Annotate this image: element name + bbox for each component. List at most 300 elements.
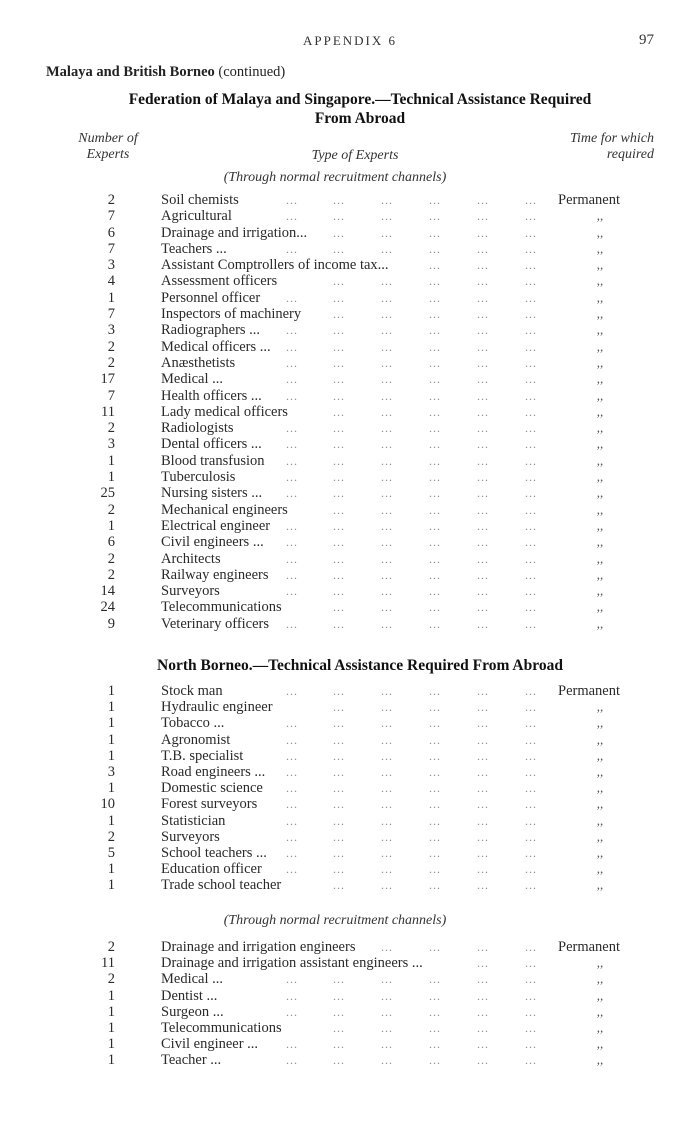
leader-dots: ...: [429, 988, 441, 1003]
leader-dots: ...: [477, 453, 489, 468]
leader-dots: ...: [333, 584, 345, 599]
leader-dots: ...: [381, 307, 393, 322]
leader-dots: ...: [477, 388, 489, 403]
table-row: [0, 469, 700, 485]
time-required: Permanent: [558, 683, 621, 699]
leader-dots: ...: [429, 1020, 441, 1035]
subheading-recruitment-2: (Through normal recruitment channels): [223, 913, 447, 928]
leader-dots: ...: [381, 470, 393, 485]
leader-dots: ...: [477, 209, 489, 224]
leader-dots: ...: [525, 956, 537, 971]
expert-count: 1: [107, 731, 115, 748]
leader-dots: ...: [525, 845, 537, 860]
leader-dots: ...: [477, 862, 489, 877]
leader-dots: ...: [333, 972, 345, 987]
table-row: [0, 829, 700, 845]
table-row: [0, 1004, 700, 1020]
leader-dots: ...: [477, 972, 489, 987]
expert-count: 1: [107, 715, 115, 732]
leader-dots: ...: [333, 502, 345, 517]
table-row: [0, 845, 700, 861]
time-required: ,,: [596, 452, 604, 468]
expert-count: 1: [107, 780, 115, 797]
expert-type: Statistician: [161, 812, 226, 829]
leader-dots: ...: [286, 748, 298, 763]
leader-dots: ...: [477, 716, 489, 731]
leader-dots: ...: [429, 551, 441, 566]
leader-dots: ...: [333, 486, 345, 501]
leader-dots: ...: [333, 372, 345, 387]
leader-dots: ...: [381, 437, 393, 452]
leader-dots: ...: [333, 193, 345, 207]
leader-dots: ...: [429, 274, 441, 289]
expert-count: 17: [100, 371, 115, 388]
table-row: [0, 877, 700, 893]
expert-type: Anæsthetists: [161, 354, 236, 371]
time-required: ,,: [596, 1003, 604, 1019]
leader-dots: ...: [286, 372, 298, 387]
leader-dots: ...: [525, 355, 537, 370]
leader-dots: ...: [477, 567, 489, 582]
leader-dots: ...: [381, 988, 393, 1003]
expert-type: Telecommunications: [161, 1019, 282, 1036]
leader-dots: ...: [525, 764, 537, 779]
leader-dots: ...: [381, 1053, 393, 1068]
leader-dots: ...: [429, 372, 441, 387]
leader-dots: ...: [525, 323, 537, 338]
leader-dots: ...: [381, 732, 393, 747]
leader-dots: ...: [477, 470, 489, 485]
leader-dots: ...: [286, 1053, 298, 1068]
leader-dots: ...: [381, 567, 393, 582]
leader-dots: ...: [525, 813, 537, 828]
leader-dots: ...: [477, 940, 489, 954]
expert-type: Radiographers ...: [161, 322, 261, 339]
leader-dots: ...: [429, 421, 441, 436]
leader-dots: ...: [286, 845, 298, 860]
expert-type: School teachers ...: [161, 844, 267, 861]
section-title-north-borneo: North Borneo.—Technical Assistance Required From Abroad: [157, 657, 563, 674]
time-required: ,,: [596, 1052, 604, 1068]
leader-dots: ...: [333, 684, 345, 698]
leader-dots: ...: [525, 290, 537, 305]
expert-type: Soil chemists: [161, 192, 239, 208]
time-required: ,,: [596, 354, 604, 370]
leader-dots: ...: [477, 258, 489, 273]
expert-count: 2: [107, 566, 115, 583]
leader-dots: ...: [525, 600, 537, 615]
leader-dots: ...: [525, 193, 537, 207]
leader-dots: ...: [429, 567, 441, 582]
leader-dots: ...: [477, 372, 489, 387]
expert-type: Surveyors: [161, 828, 220, 845]
leader-dots: ...: [286, 470, 298, 485]
time-required: ,,: [596, 534, 604, 550]
column-header-number-line-1: Number of: [78, 131, 138, 146]
leader-dots: ...: [429, 845, 441, 860]
section-title-line-2: From Abroad: [314, 110, 406, 127]
expert-count: 1: [107, 747, 115, 764]
time-required: ,,: [596, 877, 604, 893]
leader-dots: ...: [525, 700, 537, 715]
time-required: ,,: [596, 289, 604, 305]
table-row: [0, 732, 700, 748]
leader-dots: ...: [333, 518, 345, 533]
leader-dots: ...: [286, 684, 298, 698]
expert-count: 1: [107, 683, 115, 699]
leader-dots: ...: [333, 274, 345, 289]
leader-dots: ...: [333, 600, 345, 615]
leader-dots: ...: [286, 290, 298, 305]
time-required: ,,: [596, 715, 604, 731]
leader-dots: ...: [381, 878, 393, 893]
expert-type: Assistant Comptrollers of income tax...: [161, 257, 389, 274]
expert-type: Nursing sisters ...: [161, 485, 263, 502]
expert-count: 7: [107, 306, 115, 323]
table-row: [0, 404, 700, 420]
time-required: ,,: [596, 844, 604, 860]
leader-dots: ...: [333, 1053, 345, 1068]
leader-dots: ...: [333, 616, 345, 631]
leader-dots: ...: [525, 732, 537, 747]
leader-dots: ...: [429, 600, 441, 615]
leader-dots: ...: [286, 241, 298, 256]
leader-dots: ...: [333, 535, 345, 550]
expert-count: 1: [107, 812, 115, 829]
time-required: ,,: [596, 1036, 604, 1052]
leader-dots: ...: [286, 1037, 298, 1052]
leader-dots: ...: [333, 453, 345, 468]
expert-count: 5: [107, 844, 115, 861]
leader-dots: ...: [525, 797, 537, 812]
expert-count: 7: [107, 387, 115, 404]
leader-dots: ...: [477, 355, 489, 370]
leader-dots: ...: [429, 209, 441, 224]
leader-dots: ...: [525, 437, 537, 452]
leader-dots: ...: [333, 813, 345, 828]
experts-table-north-borneo: [0, 683, 700, 893]
leader-dots: ...: [477, 813, 489, 828]
expert-count: 14: [100, 583, 115, 600]
leader-dots: ...: [381, 535, 393, 550]
table-row: [0, 241, 700, 257]
table-row: [0, 371, 700, 387]
leader-dots: ...: [477, 878, 489, 893]
expert-type: Medical officers ...: [161, 338, 271, 355]
leader-dots: ...: [525, 829, 537, 844]
leader-dots: ...: [525, 241, 537, 256]
leader-dots: ...: [525, 388, 537, 403]
leader-dots: ...: [333, 437, 345, 452]
leader-dots: ...: [381, 1004, 393, 1019]
expert-type: Drainage and irrigation engineers: [161, 939, 356, 955]
time-required: ,,: [596, 517, 604, 533]
expert-type: Agronomist: [161, 731, 231, 748]
leader-dots: ...: [286, 388, 298, 403]
leader-dots: ...: [381, 323, 393, 338]
leader-dots: ...: [286, 421, 298, 436]
expert-count: 11: [101, 403, 115, 420]
table-row: [0, 567, 700, 583]
time-required: ,,: [596, 987, 604, 1003]
leader-dots: ...: [429, 862, 441, 877]
leader-dots: ...: [477, 290, 489, 305]
time-required: Permanent: [558, 939, 621, 955]
expert-count: 24: [100, 599, 115, 616]
time-required: ,,: [596, 699, 604, 715]
leader-dots: ...: [333, 1004, 345, 1019]
leader-dots: ...: [286, 716, 298, 731]
expert-type: Surgeon ...: [161, 1003, 224, 1020]
leader-dots: ...: [429, 797, 441, 812]
leader-dots: ...: [381, 388, 393, 403]
column-header-time: [514, 131, 654, 163]
leader-dots: ...: [429, 732, 441, 747]
expert-type: Telecommunications: [161, 599, 282, 616]
leader-dots: ...: [429, 584, 441, 599]
leader-dots: ...: [286, 551, 298, 566]
leader-dots: ...: [525, 535, 537, 550]
leader-dots: ...: [381, 339, 393, 354]
time-required: ,,: [596, 583, 604, 599]
time-required: ,,: [596, 828, 604, 844]
leader-dots: ...: [381, 700, 393, 715]
time-required: ,,: [596, 780, 604, 796]
leader-dots: ...: [381, 972, 393, 987]
table-row: [0, 225, 700, 241]
leader-dots: ...: [286, 486, 298, 501]
time-required: ,,: [596, 208, 604, 224]
leader-dots: ...: [286, 1004, 298, 1019]
leader-dots: ...: [477, 339, 489, 354]
leader-dots: ...: [286, 535, 298, 550]
expert-count: 6: [107, 224, 115, 241]
leader-dots: ...: [525, 307, 537, 322]
leader-dots: ...: [525, 551, 537, 566]
leader-dots: ...: [525, 988, 537, 1003]
leader-dots: ...: [381, 813, 393, 828]
leader-dots: ...: [381, 829, 393, 844]
leader-dots: ...: [381, 404, 393, 419]
table-row: [0, 955, 700, 971]
time-required: ,,: [596, 796, 604, 812]
time-required: ,,: [596, 566, 604, 582]
time-required: ,,: [596, 1019, 604, 1035]
region-heading-continued: (continued): [218, 64, 286, 80]
leader-dots: ...: [286, 209, 298, 224]
leader-dots: ...: [429, 1037, 441, 1052]
expert-count: 1: [107, 1036, 115, 1053]
leader-dots: ...: [429, 684, 441, 698]
leader-dots: ...: [381, 845, 393, 860]
leader-dots: ...: [477, 1004, 489, 1019]
leader-dots: ...: [333, 716, 345, 731]
expert-type: Surveyors: [161, 583, 220, 600]
leader-dots: ...: [477, 323, 489, 338]
running-head: [0, 33, 700, 53]
column-header-time-line-2: required: [606, 147, 654, 162]
time-required: ,,: [596, 763, 604, 779]
leader-dots: ...: [477, 956, 489, 971]
expert-count: 4: [107, 273, 115, 290]
table-row: [0, 355, 700, 371]
expert-type: Veterinary officers: [161, 615, 270, 632]
table-row: [0, 339, 700, 355]
leader-dots: ...: [525, 781, 537, 796]
leader-dots: ...: [477, 535, 489, 550]
leader-dots: ...: [477, 845, 489, 860]
table-row: [0, 1020, 700, 1036]
leader-dots: ...: [525, 567, 537, 582]
table-row: [0, 290, 700, 306]
leader-dots: ...: [333, 290, 345, 305]
leader-dots: ...: [286, 323, 298, 338]
expert-type: Medical ...: [161, 971, 224, 988]
expert-count: 9: [107, 615, 115, 632]
expert-count: 1: [107, 699, 115, 716]
expert-type: Forest surveyors: [161, 796, 258, 813]
leader-dots: ...: [381, 486, 393, 501]
leader-dots: ...: [525, 972, 537, 987]
leader-dots: ...: [525, 518, 537, 533]
leader-dots: ...: [477, 600, 489, 615]
time-required: Permanent: [558, 192, 621, 208]
leader-dots: ...: [286, 764, 298, 779]
leader-dots: ...: [286, 339, 298, 354]
leader-dots: ...: [333, 700, 345, 715]
expert-type: Civil engineer ...: [161, 1036, 259, 1053]
leader-dots: ...: [477, 437, 489, 452]
expert-count: 10: [100, 796, 115, 813]
leader-dots: ...: [333, 421, 345, 436]
table-row: [0, 534, 700, 550]
section-title-line-1: Federation of Malaya and Singapore.—Technical Assistance Required: [128, 91, 592, 108]
leader-dots: ...: [333, 732, 345, 747]
expert-count: 2: [107, 338, 115, 355]
leader-dots: ...: [429, 225, 441, 240]
leader-dots: ...: [381, 551, 393, 566]
table-row: [0, 796, 700, 812]
time-required: ,,: [596, 550, 604, 566]
appendix-heading: APPENDIX 6: [302, 33, 398, 48]
leader-dots: ...: [286, 862, 298, 877]
expert-count: 3: [107, 763, 115, 780]
leader-dots: ...: [333, 323, 345, 338]
leader-dots: ...: [381, 584, 393, 599]
table-row: [0, 748, 700, 764]
leader-dots: ...: [381, 290, 393, 305]
leader-dots: ...: [333, 845, 345, 860]
expert-type: Radiologists: [161, 420, 234, 437]
leader-dots: ...: [286, 797, 298, 812]
leader-dots: ...: [429, 748, 441, 763]
leader-dots: ...: [429, 535, 441, 550]
leader-dots: ...: [333, 355, 345, 370]
leader-dots: ...: [525, 716, 537, 731]
table-row: [0, 322, 700, 338]
table-row: [0, 551, 700, 567]
leader-dots: ...: [429, 940, 441, 954]
leader-dots: ...: [477, 1037, 489, 1052]
expert-type: Domestic science: [161, 780, 263, 797]
leader-dots: ...: [525, 274, 537, 289]
leader-dots: ...: [525, 470, 537, 485]
leader-dots: ...: [333, 551, 345, 566]
leader-dots: ...: [381, 748, 393, 763]
expert-count: 1: [107, 1019, 115, 1036]
expert-type: Tobacco ...: [161, 715, 225, 732]
leader-dots: ...: [429, 502, 441, 517]
expert-type: Blood transfusion: [161, 452, 265, 469]
table-row: [0, 436, 700, 452]
leader-dots: ...: [333, 748, 345, 763]
leader-dots: ...: [381, 518, 393, 533]
table-row: [0, 1036, 700, 1052]
leader-dots: ...: [429, 323, 441, 338]
leader-dots: ...: [333, 829, 345, 844]
leader-dots: ...: [477, 404, 489, 419]
table-row: [0, 699, 700, 715]
leader-dots: ...: [477, 700, 489, 715]
leader-dots: ...: [477, 502, 489, 517]
leader-dots: ...: [525, 258, 537, 273]
leader-dots: ...: [381, 684, 393, 698]
expert-type: Mechanical engineers: [161, 501, 288, 518]
expert-type: Lady medical officers: [161, 403, 288, 420]
leader-dots: ...: [429, 388, 441, 403]
time-required: ,,: [596, 861, 604, 877]
table-row: [0, 988, 700, 1004]
leader-dots: ...: [333, 404, 345, 419]
expert-count: 2: [107, 192, 115, 208]
table-row: [0, 388, 700, 404]
expert-type: Teachers ...: [161, 240, 227, 257]
table-row: [0, 257, 700, 273]
leader-dots: ...: [429, 518, 441, 533]
time-required: ,,: [596, 273, 604, 289]
expert-type: Civil engineers ...: [161, 534, 264, 551]
table-row: [0, 616, 700, 632]
leader-dots: ...: [525, 1053, 537, 1068]
time-required: ,,: [596, 436, 604, 452]
expert-count: 6: [107, 534, 115, 551]
expert-type: T.B. specialist: [161, 747, 244, 764]
leader-dots: ...: [477, 732, 489, 747]
expert-count: 2: [107, 354, 115, 371]
expert-count: 11: [101, 955, 115, 972]
leader-dots: ...: [381, 453, 393, 468]
leader-dots: ...: [477, 241, 489, 256]
section-title-malaya: [60, 90, 660, 128]
leader-dots: ...: [333, 567, 345, 582]
column-header-number-line-2: Experts: [86, 147, 130, 162]
leader-dots: ...: [477, 748, 489, 763]
leader-dots: ...: [381, 797, 393, 812]
leader-dots: ...: [477, 616, 489, 631]
leader-dots: ...: [286, 567, 298, 582]
leader-dots: ...: [477, 421, 489, 436]
leader-dots: ...: [429, 307, 441, 322]
expert-count: 3: [107, 322, 115, 339]
leader-dots: ...: [429, 1004, 441, 1019]
table-row: [0, 583, 700, 599]
expert-type: Medical ...: [161, 371, 224, 388]
leader-dots: ...: [381, 241, 393, 256]
time-required: ,,: [596, 322, 604, 338]
leader-dots: ...: [477, 518, 489, 533]
table-row: [0, 208, 700, 224]
expert-count: 2: [107, 939, 115, 955]
